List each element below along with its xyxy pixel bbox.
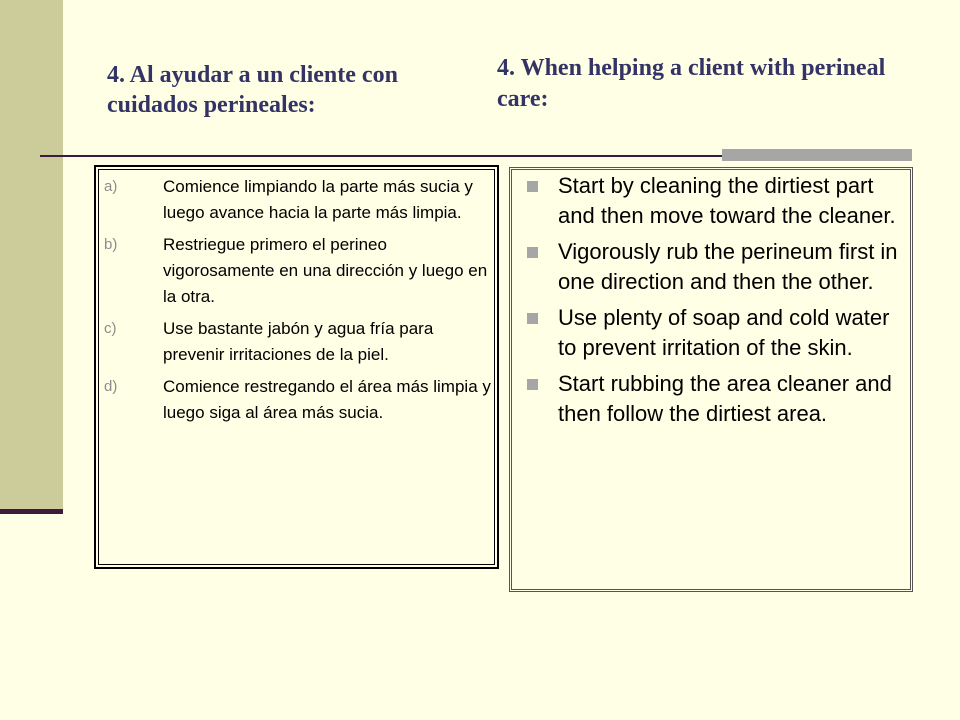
option-text: Use plenty of soap and cold water to prevent irritation of the skin. [558, 305, 890, 360]
option-marker: d) [104, 378, 118, 395]
title-spanish: 4. Al ayudar a un cliente con cuidados perineales: [107, 62, 398, 118]
option-marker: a) [104, 178, 118, 195]
option-text: Vigorously rub the perineum first in one direction and then the other. [558, 239, 898, 294]
option-es-c [104, 316, 496, 368]
square-bullet-icon [527, 313, 538, 324]
divider-accent [722, 149, 912, 161]
option-marker: b) [104, 236, 118, 253]
square-bullet-icon [527, 379, 538, 390]
english-options-list [527, 171, 907, 435]
option-en-1 [527, 171, 907, 231]
square-bullet-icon [527, 181, 538, 192]
option-en-3 [527, 303, 907, 363]
option-marker: c) [104, 320, 117, 337]
side-band [0, 0, 63, 514]
spanish-options-list [104, 174, 496, 432]
option-en-2 [527, 237, 907, 297]
title-english: 4. When helping a client with perineal care: [497, 55, 886, 112]
option-text: Start by cleaning the dirtiest part and then move toward the cleaner. [558, 173, 896, 228]
option-es-b [104, 232, 496, 310]
option-text: Use bastante jabón y agua fría para prevenir irritaciones de la piel. [163, 319, 434, 364]
option-text: Restriegue primero el perineo vigorosamente en una dirección y luego en la otra. [163, 235, 488, 306]
option-es-d [104, 374, 496, 426]
option-text: Comience limpiando la parte más sucia y luego avance hacia la parte más limpia. [163, 177, 473, 222]
option-text: Comience restregando el área más limpia y luego siga al área más sucia. [163, 377, 491, 422]
option-en-4 [527, 369, 907, 429]
option-text: Start rubbing the area cleaner and then follow the dirtiest area. [558, 371, 892, 426]
side-band-bar [0, 509, 63, 514]
square-bullet-icon [527, 247, 538, 258]
option-es-a [104, 174, 496, 226]
